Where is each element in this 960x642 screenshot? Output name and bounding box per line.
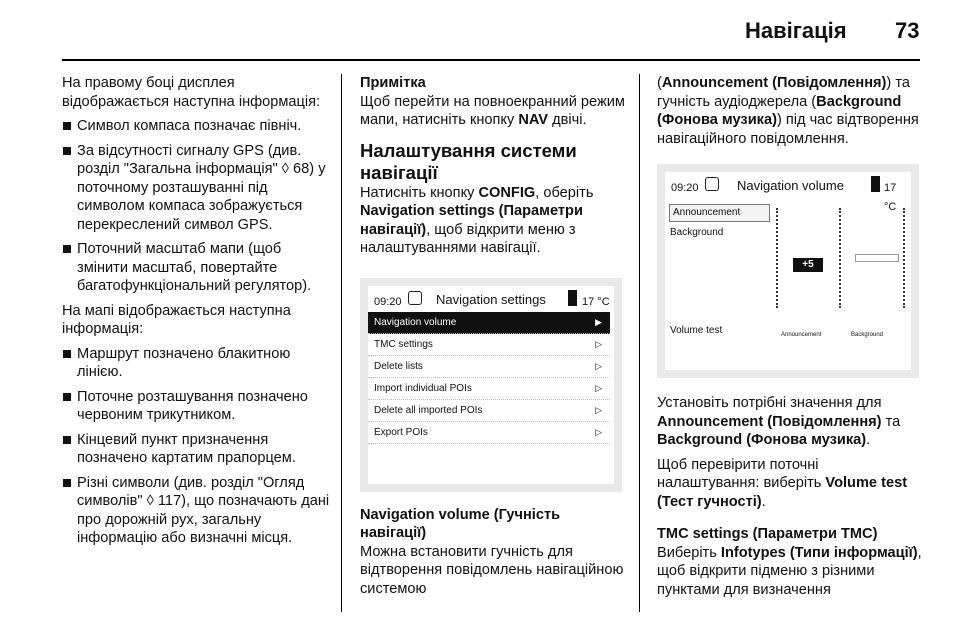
- list-item: Поточний масштаб мапи (щоб змінити масштаб, повертайте багатофункціональний регулятор).: [62, 240, 332, 296]
- settings-menu: [368, 312, 614, 444]
- tmc-text: Виберіть Infotypes (Типи інформації), щоб відкрити підменю з різними пунктами для визначення: [657, 544, 922, 598]
- header-rule: [62, 59, 920, 61]
- list-item: Маршрут позначено блакитною лінією.: [62, 345, 332, 382]
- volume-menu-background[interactable]: Background: [670, 227, 724, 238]
- slider-label-background: Background: [851, 332, 884, 338]
- thermometer-icon: [568, 290, 577, 306]
- column-2: [360, 74, 628, 598]
- thermometer-icon: [871, 176, 880, 192]
- menu-item-delete-imported-pois[interactable]: Delete all imported POIs ▷: [368, 400, 610, 422]
- volume-badge: +5: [793, 258, 823, 272]
- volume-intro: (Announcement (Повідомлення)) та гучність аудіоджерела (Background (Фонова музика)) під час відтворення навігаційного повідомлення.: [657, 75, 919, 147]
- map-info-list: [62, 345, 332, 548]
- screen-title: Navigation settings: [436, 291, 546, 307]
- volume-test-label: Volume test: [670, 325, 723, 336]
- compass-icon: [705, 177, 719, 191]
- intro-text: На правому боці дисплея відображається наступна інформація:: [62, 75, 321, 110]
- note-title: Примітка: [360, 75, 426, 91]
- arrow-right-icon: ▷: [595, 382, 602, 393]
- menu-item-export-pois[interactable]: Export POIs ▷: [368, 422, 610, 444]
- column-divider-2: [639, 74, 640, 612]
- navigation-settings-screenshot: [360, 278, 622, 492]
- column-divider-1: [341, 74, 342, 612]
- background-slider[interactable]: [849, 208, 909, 316]
- volume-menu-announcement[interactable]: Announcement: [669, 204, 770, 222]
- subsection-heading: Navigation volume (Гучність навігації): [360, 506, 561, 541]
- clock: 09:20: [671, 182, 699, 194]
- arrow-right-icon: ▷: [595, 426, 602, 437]
- display-info-list: [62, 117, 332, 296]
- arrow-right-icon: ▶: [595, 316, 602, 327]
- subsection-text: Можна встановити гучність для відтворення повідомлень навігаційною системою: [360, 543, 624, 597]
- section-heading: Налаштування системи навігації: [360, 139, 577, 183]
- navigation-volume-screenshot: [657, 164, 919, 378]
- slider-label-announcement: Announcement: [781, 332, 822, 338]
- nav-key: NAV: [518, 112, 549, 128]
- column-3: [657, 74, 922, 599]
- status-bar: [368, 286, 614, 312]
- temperature: 17 °C: [582, 295, 610, 308]
- temperature: 17 °C: [884, 182, 897, 213]
- note-text: Щоб перейти на повноекранний режим мапи, натисніть кнопку NAV двічі.: [360, 93, 625, 128]
- list-item: Кінцевий пункт призначення позначено картатим прапорцем.: [62, 431, 332, 468]
- section-text: Натисніть кнопку CONFIG, оберіть Navigation settings (Параметри навігації), щоб відкрити меню з налаштуваннями навігації.: [360, 184, 594, 256]
- clock: 09:20: [374, 295, 402, 308]
- list-item: Різні символи (див. розділ "Огляд символів" ◊ 117), що позначають дані про дорожній рух, загальну інформацію або визначні місця.: [62, 474, 332, 548]
- volume-test-text: Щоб перевірити поточні налаштування: виберіть Volume test (Тест гучності).: [657, 456, 908, 510]
- arrow-right-icon: ▷: [595, 360, 602, 371]
- intro-text-2: На мапі відображається наступна інформація:: [62, 302, 291, 337]
- announcement-slider[interactable]: [773, 208, 843, 316]
- list-item: Символ компаса позначає північ.: [62, 117, 332, 136]
- compass-icon: [408, 291, 422, 305]
- menu-item-navigation-volume[interactable]: Navigation volume ▶: [368, 312, 610, 334]
- page-number: 73: [895, 18, 920, 43]
- arrow-right-icon: ▷: [595, 338, 602, 349]
- tmc-heading: TMC settings (Параметри TMC): [657, 526, 878, 542]
- set-values-text: Установіть потрібні значення для Announcement (Повідомлення) та Background (Фонова музика).: [657, 395, 901, 448]
- list-item: За відсутності сигналу GPS (див. розділ "Загальна інформація" ◊ 68) у поточному розташуванні під символом компаса зображується перекреслений символ GPS.: [62, 142, 332, 235]
- menu-item-delete-lists[interactable]: Delete lists ▷: [368, 356, 610, 378]
- config-key: CONFIG: [478, 184, 536, 201]
- list-item: Поточне розташування позначено червоним трикутником.: [62, 388, 332, 425]
- screen-title: Navigation volume: [737, 178, 844, 193]
- menu-item-import-pois[interactable]: Import individual POIs ▷: [368, 378, 610, 400]
- menu-item-tmc-settings[interactable]: TMC settings ▷: [368, 334, 610, 356]
- arrow-right-icon: ▷: [595, 404, 602, 415]
- menu-name: Navigation settings (Параметри навігації): [360, 203, 583, 238]
- page-title: Навігація: [745, 18, 847, 43]
- column-1: [62, 74, 332, 548]
